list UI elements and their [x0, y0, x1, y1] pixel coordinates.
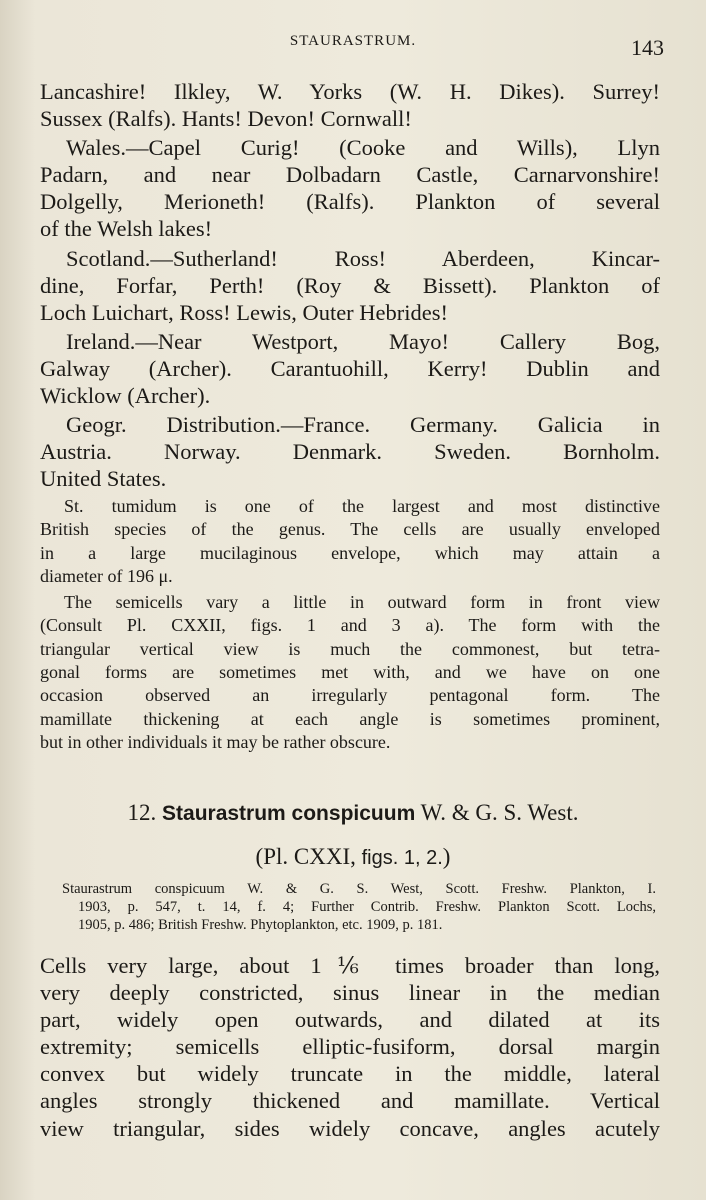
- text-line: Wales.—Capel Curig! (Cooke and Wills), Llyn: [66, 135, 660, 161]
- ireland-records: [40, 328, 660, 409]
- distribution-section: [40, 78, 660, 494]
- text-line: United States.: [40, 466, 167, 492]
- text-line: Galway (Archer). Carantuohill, Kerry! Dublin and: [40, 355, 660, 381]
- text-line: Scotland.—Sutherland! Ross! Aberdeen, Kincar-: [66, 245, 660, 271]
- text-line: Geogr. Distribution.—France. Germany. Galicia in: [66, 412, 660, 438]
- species-heading: [0, 800, 706, 826]
- citation-line: 1903, p. 547, t. 14, f. 4; Further Contrib. Freshw. Plankton Scott. Lochs,: [78, 899, 656, 915]
- text-line: in a large mucilaginous envelope, which may attain a: [40, 542, 660, 563]
- note-paragraph: [40, 495, 660, 588]
- plate-figures: figs. 1, 2.: [361, 847, 443, 869]
- text-line: Cells very large, about 1⅙ times broader than long,: [40, 953, 660, 978]
- plate-open: (Pl. CXXI,: [255, 844, 362, 869]
- text-line: Sussex (Ralfs). Hants! Devon! Cornwall!: [40, 106, 412, 132]
- england-records: [40, 78, 660, 132]
- text-line: occasion observed an irregularly pentagonal form. The: [40, 685, 660, 706]
- scotland-records: [40, 245, 660, 326]
- text-line: diameter of 196 μ.: [40, 565, 173, 586]
- text-line: extremity; semicells elliptic-fusiform, dorsal margin: [40, 1034, 660, 1060]
- running-head: STAURASTRUM.: [289, 33, 417, 49]
- text-line: St. tumidum is one of the largest and most distinctive: [64, 496, 660, 516]
- note-paragraph: [40, 591, 660, 754]
- page-number: 143: [631, 35, 664, 60]
- text-line: view triangular, sides widely concave, angles acutely: [40, 1115, 660, 1141]
- text-line: Austria. Norway. Denmark. Sweden. Bornholm.: [40, 439, 660, 465]
- text-line: gonal forms are sometimes met with, and we have on one: [40, 662, 660, 683]
- text-line: Wicklow (Archer).: [40, 383, 211, 409]
- text-line: but in other individuals it may be rather obscure.: [40, 731, 391, 752]
- synonymy: [62, 880, 656, 934]
- text-line: Ireland.—Near Westport, Mayo! Callery Bog,: [66, 328, 660, 354]
- text-line: angles strongly thickened and mamillate. Vertical: [40, 1088, 660, 1114]
- text-line: British species of the genus. The cells are usually enveloped: [40, 519, 660, 540]
- text-line: Loch Luichart, Ross! Lewis, Outer Hebrides!: [40, 299, 449, 325]
- text-line: Padarn, and near Dolbadarn Castle, Carnarvonshire!: [40, 162, 660, 188]
- species-name: Staurastrum conspicuum: [162, 802, 416, 825]
- text-line: Dolgelly, Merioneth! (Ralfs). Plankton of several: [40, 189, 660, 215]
- text-line: part, widely open outwards, and dilated at its: [40, 1007, 660, 1033]
- text-line: The semicells vary a little in outward form in front view: [64, 592, 660, 613]
- text-line: dine, Forfar, Perth! (Roy & Bissett). Plankton of: [40, 272, 660, 298]
- notes-section: [40, 495, 660, 757]
- plate-close: ): [442, 844, 451, 869]
- plate-reference: [0, 844, 706, 870]
- geographical-distribution: [40, 411, 660, 492]
- text-line: mamillate thickening at each angle is sometimes prominent,: [40, 708, 660, 729]
- species-number: 12.: [127, 800, 157, 825]
- citation-line: 1905, p. 486; British Freshw. Phytoplankton, etc. 1909, p. 181.: [78, 917, 443, 933]
- citation-line: Staurastrum conspicuum W. & G. S. West, Scott. Freshw. Plankton, I.: [62, 881, 656, 897]
- wales-records: [40, 134, 660, 242]
- text-line: triangular vertical view is much the commonest, but tetra-: [40, 638, 660, 659]
- species-description: [40, 952, 660, 1142]
- text-line: (Consult Pl. CXXII, figs. 1 and 3 a). The form with the: [40, 615, 660, 636]
- description-paragraph: [40, 952, 660, 1142]
- text-line: of the Welsh lakes!: [40, 216, 213, 242]
- species-authority: W. & G. S. West.: [420, 800, 579, 825]
- text-line: very deeply constricted, sinus linear in the median: [40, 980, 660, 1006]
- text-line: Lancashire! Ilkley, W. Yorks (W. H. Dikes). Surrey!: [40, 79, 660, 104]
- text-line: convex but widely truncate in the middle, lateral: [40, 1061, 660, 1087]
